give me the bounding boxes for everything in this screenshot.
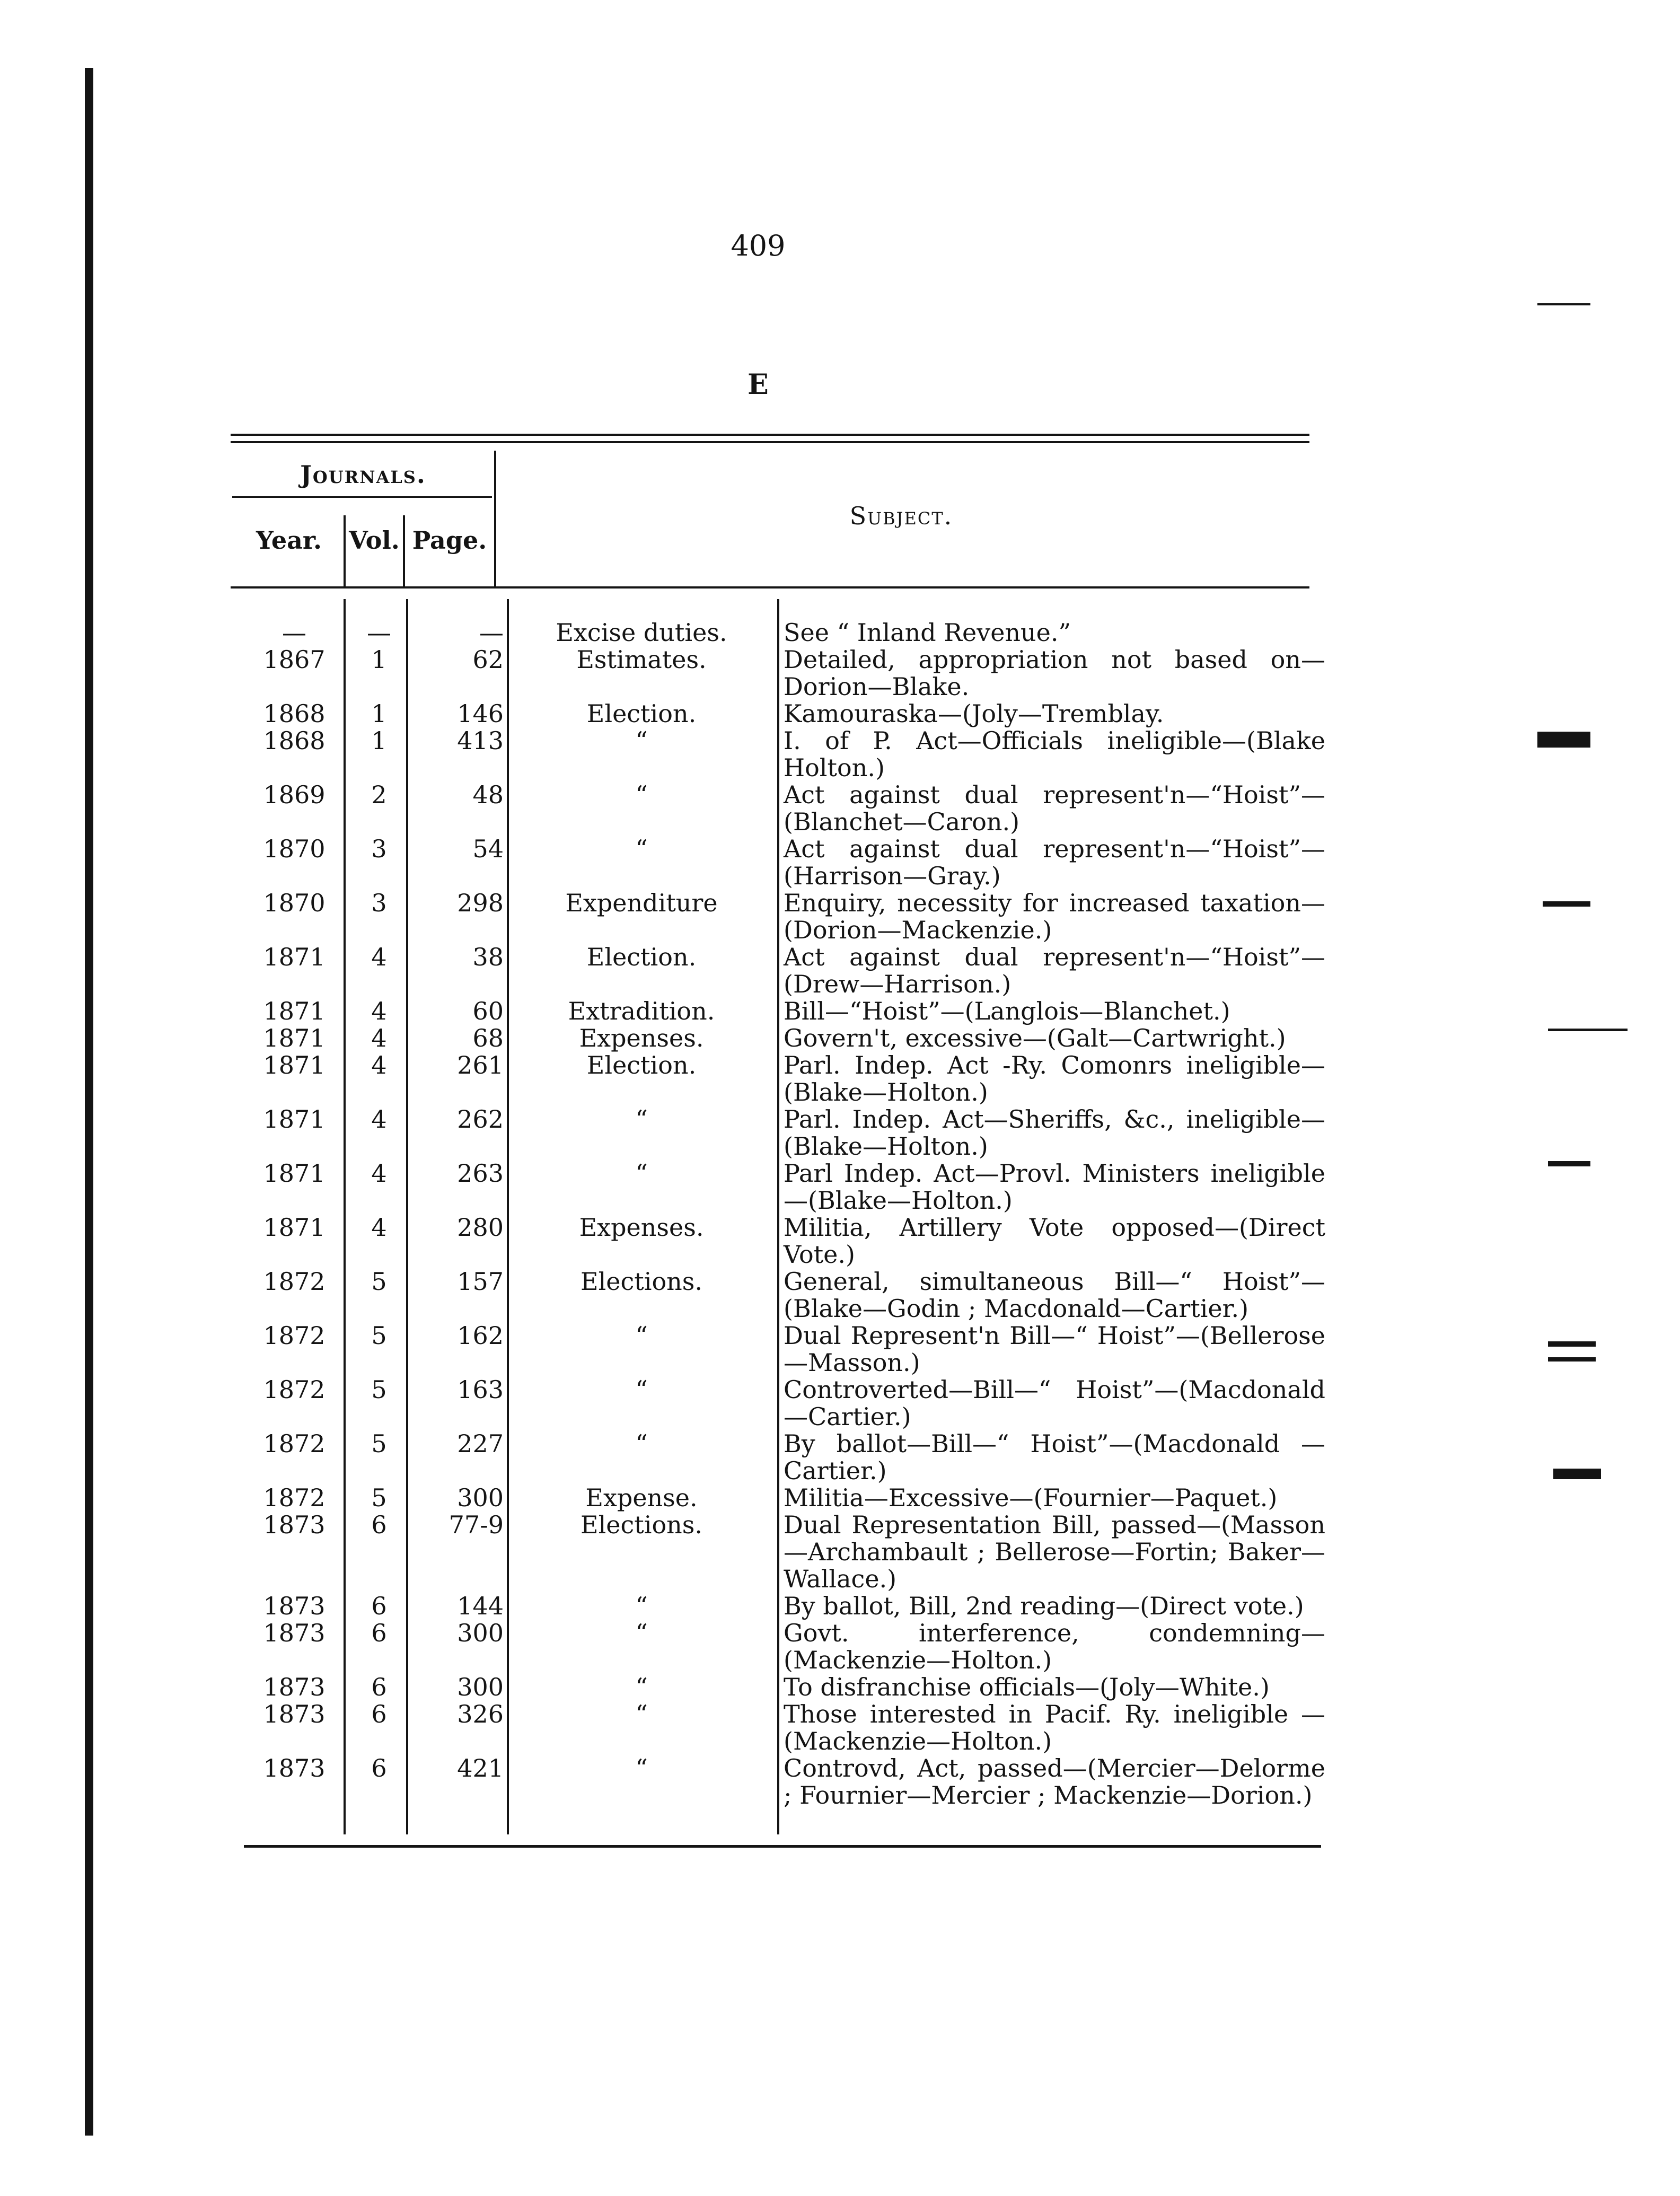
page-cell: 77-9	[448, 1510, 504, 1539]
page-cell: 300	[457, 1619, 504, 1647]
subject-cell: Act against dual represent'n—“Hoist”—(Drew—Harrison.)	[784, 943, 1325, 998]
year-cell: 1872	[263, 1267, 326, 1296]
topic-cell: Excise duties.	[556, 618, 727, 647]
year-cell: 1871	[263, 1213, 326, 1242]
page-cell: 68	[472, 1024, 504, 1052]
vol-cell: 1	[371, 726, 387, 755]
year-cell: 1873	[263, 1754, 326, 1782]
topic-cell: “	[635, 1321, 648, 1350]
vol-cell: 6	[371, 1510, 387, 1539]
page-cell: 421	[457, 1754, 504, 1782]
margin-mark	[1543, 901, 1590, 907]
table-top-rule	[231, 441, 1309, 443]
topic-cell: “	[635, 1375, 648, 1404]
vol-cell: 6	[371, 1592, 387, 1620]
topic-cell: “	[635, 726, 648, 755]
header-divider	[494, 451, 496, 586]
subject-cell: Govern't, excessive—(Galt—Cartwright.)	[784, 1024, 1286, 1052]
year-cell: 1872	[263, 1321, 326, 1350]
page-cell: 262	[457, 1105, 504, 1134]
page-cell: 157	[457, 1267, 504, 1296]
subject-cell: Act against dual represent'n—“Hoist”—(Blanchet—Caron.)	[784, 780, 1325, 836]
page-cell: 163	[457, 1375, 504, 1404]
margin-mark	[1548, 1161, 1590, 1166]
topic-cell: “	[635, 1105, 648, 1134]
margin-mark	[1553, 1469, 1601, 1479]
year-cell: 1870	[263, 835, 326, 863]
subject-cell: Act against dual represent'n—“Hoist”—(Harrison—Gray.)	[784, 835, 1325, 890]
subject-cell: By ballot—Bill—“ Hoist”—(Macdonald —Cartier.)	[784, 1429, 1325, 1485]
year-header: Year.	[256, 526, 322, 555]
subject-header: Subject.	[849, 502, 953, 530]
topic-cell: “	[635, 780, 648, 809]
subject-cell: Bill—“Hoist”—(Langlois—Blanchet.)	[784, 997, 1230, 1025]
page-cell: 261	[457, 1051, 504, 1079]
column-divider	[344, 599, 346, 1834]
topic-cell: “	[635, 1592, 648, 1620]
year-cell: 1870	[263, 889, 326, 917]
page-cell: 300	[457, 1673, 504, 1701]
year-cell: 1868	[263, 726, 326, 755]
margin-mark	[1548, 1029, 1628, 1031]
page-cell: 263	[457, 1159, 504, 1188]
vol-cell: 4	[371, 943, 387, 971]
vol-cell: 2	[371, 780, 387, 809]
journals-underline	[232, 496, 492, 498]
margin-mark	[1548, 1357, 1596, 1361]
page-cell: 300	[457, 1483, 504, 1512]
topic-cell: Election.	[586, 943, 697, 971]
page-cell: 146	[457, 699, 504, 728]
subject-cell: Those interested in Pacif. Ry. ineligible —(Mackenzie—Holton.)	[784, 1700, 1325, 1755]
subject-cell: General, simultaneous Bill—“ Hoist”—(Blake—Godin ; Macdonald—Cartier.)	[784, 1267, 1325, 1323]
year-cell: 1872	[263, 1483, 326, 1512]
page-cell: 54	[472, 835, 504, 863]
column-divider	[777, 599, 779, 1834]
page-cell: 60	[472, 997, 504, 1025]
page-cell: 413	[457, 726, 504, 755]
year-cell: 1873	[263, 1700, 326, 1728]
subject-cell: To disfranchise officials—(Joly—White.)	[784, 1673, 1270, 1701]
topic-cell: Expenses.	[579, 1024, 704, 1052]
table-bottom-rule	[244, 1845, 1321, 1848]
table-top-rule	[231, 434, 1309, 436]
page-cell: 38	[472, 943, 504, 971]
subject-cell: I. of P. Act—Officials ineligible—(Blake Holton.)	[784, 726, 1325, 782]
subject-cell: Parl. Indep. Act—Sheriffs, &c., ineligible—(Blake—Holton.)	[784, 1105, 1325, 1161]
vol-cell: 3	[371, 889, 387, 917]
vol-cell: 1	[371, 699, 387, 728]
vol-cell: 6	[371, 1673, 387, 1701]
topic-cell: “	[635, 1159, 648, 1188]
year-cell: 1871	[263, 1051, 326, 1079]
margin-mark	[1537, 732, 1590, 748]
subject-cell: Detailed, appropriation not based on—Dorion—Blake.	[784, 645, 1325, 701]
vol-cell: 5	[371, 1321, 387, 1350]
topic-cell: Election.	[586, 1051, 697, 1079]
topic-cell: Elections.	[580, 1267, 703, 1296]
vol-cell: 5	[371, 1483, 387, 1512]
subject-cell: Parl Indep. Act—Provl. Ministers ineligible—(Blake—Holton.)	[784, 1159, 1325, 1215]
section-letter: E	[747, 368, 769, 401]
year-cell: 1871	[263, 1024, 326, 1052]
year-cell: 1871	[263, 997, 326, 1025]
year-cell: 1869	[263, 780, 326, 809]
page-cell: 298	[457, 889, 504, 917]
subject-cell: By ballot, Bill, 2nd reading—(Direct vote.)	[784, 1592, 1304, 1620]
topic-cell: “	[635, 1754, 648, 1782]
topic-cell: Expenditure	[565, 889, 718, 917]
vol-cell: 4	[371, 1051, 387, 1079]
page-header: Page.	[412, 526, 487, 555]
subject-cell: Controvd, Act, passed—(Mercier—Delorme ; Fournier—Mercier ; Mackenzie—Dorion.)	[784, 1754, 1325, 1809]
vol-cell: 4	[371, 997, 387, 1025]
topic-cell: Estimates.	[576, 645, 707, 674]
scan-edge	[85, 68, 93, 2136]
vol-cell: 6	[371, 1700, 387, 1728]
page-number: 409	[731, 229, 786, 262]
year-cell: 1873	[263, 1592, 326, 1620]
subject-cell: Dual Representation Bill, passed—(Masson—Archambault ; Bellerose—Fortin; Baker—Wallace.)	[784, 1510, 1325, 1593]
subject-cell: Enquiry, necessity for increased taxation—(Dorion—Mackenzie.)	[784, 889, 1325, 944]
subject-cell: Controverted—Bill—“ Hoist”—(Macdonald—Cartier.)	[784, 1375, 1325, 1431]
page-cell: 62	[472, 645, 504, 674]
vol-cell: 5	[371, 1429, 387, 1458]
topic-cell: Expense.	[585, 1483, 698, 1512]
vol-cell: 3	[371, 835, 387, 863]
topic-cell: Elections.	[580, 1510, 703, 1539]
page-cell: —	[479, 618, 504, 647]
page-cell: 162	[457, 1321, 504, 1350]
vol-cell: 6	[371, 1619, 387, 1647]
year-cell: —	[282, 618, 306, 647]
subject-cell: Militia, Artillery Vote opposed—(Direct Vote.)	[784, 1213, 1325, 1269]
subject-cell: See “ Inland Revenue.”	[784, 618, 1071, 647]
year-cell: 1871	[263, 1159, 326, 1188]
page-cell: 227	[457, 1429, 504, 1458]
margin-mark	[1548, 1341, 1596, 1347]
journals-header: Journals.	[300, 460, 426, 489]
year-cell: 1873	[263, 1673, 326, 1701]
page-cell: 280	[457, 1213, 504, 1242]
year-cell: 1872	[263, 1375, 326, 1404]
vol-cell: 6	[371, 1754, 387, 1782]
topic-cell: Extradition.	[568, 997, 715, 1025]
vol-cell: 4	[371, 1105, 387, 1134]
subject-cell: Militia—Excessive—(Fournier—Paquet.)	[784, 1483, 1278, 1512]
vol-header: Vol.	[349, 526, 400, 555]
year-cell: 1873	[263, 1619, 326, 1647]
topic-cell: Expenses.	[579, 1213, 704, 1242]
vol-cell: 5	[371, 1267, 387, 1296]
vol-cell: —	[367, 618, 391, 647]
year-cell: 1871	[263, 943, 326, 971]
topic-cell: “	[635, 1619, 648, 1647]
vol-cell: 5	[371, 1375, 387, 1404]
subject-cell: Parl. Indep. Act -Ry. Comonrs ineligible—(Blake—Holton.)	[784, 1051, 1325, 1106]
topic-cell: Election.	[586, 699, 697, 728]
vol-cell: 4	[371, 1213, 387, 1242]
vol-cell: 1	[371, 645, 387, 674]
year-cell: 1867	[263, 645, 326, 674]
subject-cell: Dual Represent'n Bill—“ Hoist”—(Bellerose—Masson.)	[784, 1321, 1325, 1377]
year-cell: 1868	[263, 699, 326, 728]
page-cell: 144	[457, 1592, 504, 1620]
vol-cell: 4	[371, 1024, 387, 1052]
margin-mark	[1537, 303, 1590, 305]
page-cell: 326	[457, 1700, 504, 1728]
year-cell: 1873	[263, 1510, 326, 1539]
vol-cell: 4	[371, 1159, 387, 1188]
topic-cell: “	[635, 1700, 648, 1728]
year-cell: 1871	[263, 1105, 326, 1134]
subject-cell: Govt. interference, condemning—(Mackenzie—Holton.)	[784, 1619, 1325, 1674]
topic-cell: “	[635, 1429, 648, 1458]
page-cell: 48	[472, 780, 504, 809]
subject-cell: Kamouraska—(Joly—Tremblay.	[784, 699, 1164, 728]
topic-cell: “	[635, 835, 648, 863]
year-cell: 1872	[263, 1429, 326, 1458]
header-bottom-rule	[231, 586, 1309, 588]
topic-cell: “	[635, 1673, 648, 1701]
